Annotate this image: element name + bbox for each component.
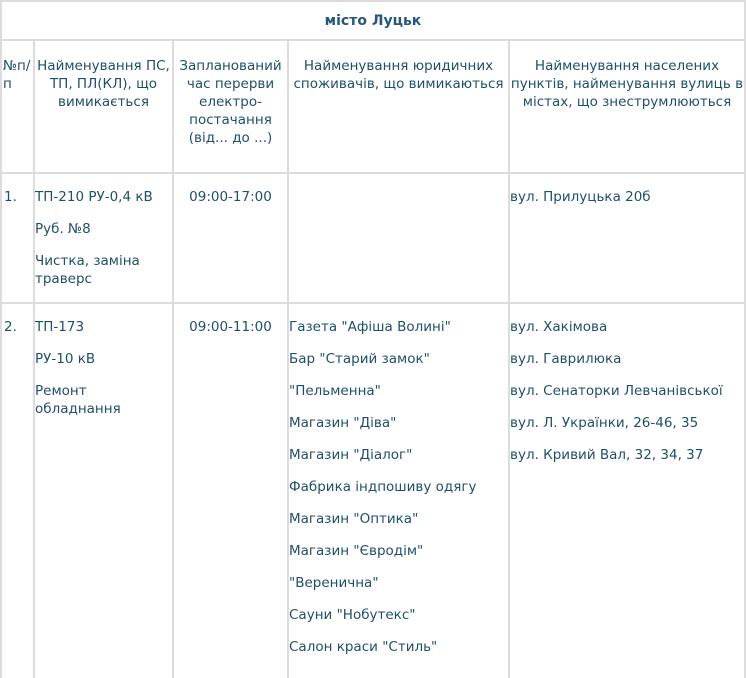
location-line: вул. Л. Українки, 26-46, 35 xyxy=(510,415,699,431)
consumer-line: "Пельменна" xyxy=(289,383,381,399)
header-consumers: Найменування юридичних споживачів, що вимикаються xyxy=(287,39,508,172)
object-line: РУ-10 кВ xyxy=(35,351,96,367)
location-line: вул. Гаврилюка xyxy=(510,351,622,367)
location-line: вул. Прилуцька 20б xyxy=(510,189,651,205)
consumer-line: Фабрика індпошиву одягу xyxy=(289,479,477,495)
location-line: вул. Кривий Вал, 32, 34, 37 xyxy=(510,447,704,463)
object-line: Руб. №8 xyxy=(35,221,91,237)
object-cell xyxy=(33,302,172,678)
consumer-line: "Веренична" xyxy=(289,575,379,591)
object-line: Чистка, заміна траверс xyxy=(35,253,140,287)
header-locations: Найменування населених пунктів, найменування вулиць в містах, що знеструмлюються xyxy=(508,39,746,172)
consumer-line: Салон краси "Стиль" xyxy=(289,639,438,655)
location-line: вул. Хакімова xyxy=(510,319,608,335)
consumer-line: Магазин "Оптика" xyxy=(289,511,419,527)
object-cell xyxy=(33,172,172,302)
header-row xyxy=(0,39,746,172)
locations-cell xyxy=(508,172,746,302)
time-cell: 09:00-11:00 xyxy=(172,302,287,678)
object-line: ТП-173 xyxy=(35,319,85,335)
header-number: №п/п xyxy=(0,39,33,172)
consumer-line: Магазин "Діалог" xyxy=(289,447,413,463)
row-number: 2. xyxy=(0,302,33,678)
consumers-cell xyxy=(287,172,508,302)
consumers-cell xyxy=(287,302,508,678)
row-number: 1. xyxy=(0,172,33,302)
object-line: Ремонт обладнання xyxy=(35,383,121,417)
locations-cell xyxy=(508,302,746,678)
time-cell: 09:00-17:00 xyxy=(172,172,287,302)
location-line: вул. Сенаторки Левчанівської xyxy=(510,383,723,399)
city-title: місто Луцьк xyxy=(0,0,746,39)
consumer-line: Бар "Старий замок" xyxy=(289,351,430,367)
consumer-line: Магазин "Діва" xyxy=(289,415,397,431)
table-row xyxy=(0,172,746,302)
consumer-line: Сауни "Нобутекс" xyxy=(289,607,416,623)
object-line: ТП-210 РУ-0,4 кВ xyxy=(35,189,153,205)
table-row xyxy=(0,302,746,678)
title-row xyxy=(0,0,746,39)
header-time: Запланований час перерви електро-постачання (від... до ...) xyxy=(172,39,287,172)
consumer-line: Газета "Афіша Волині" xyxy=(289,319,451,335)
consumer-line: Магазин "Євродім" xyxy=(289,543,424,559)
header-object: Найменування ПС, ТП, ПЛ(КЛ), що вимикається xyxy=(33,39,172,172)
